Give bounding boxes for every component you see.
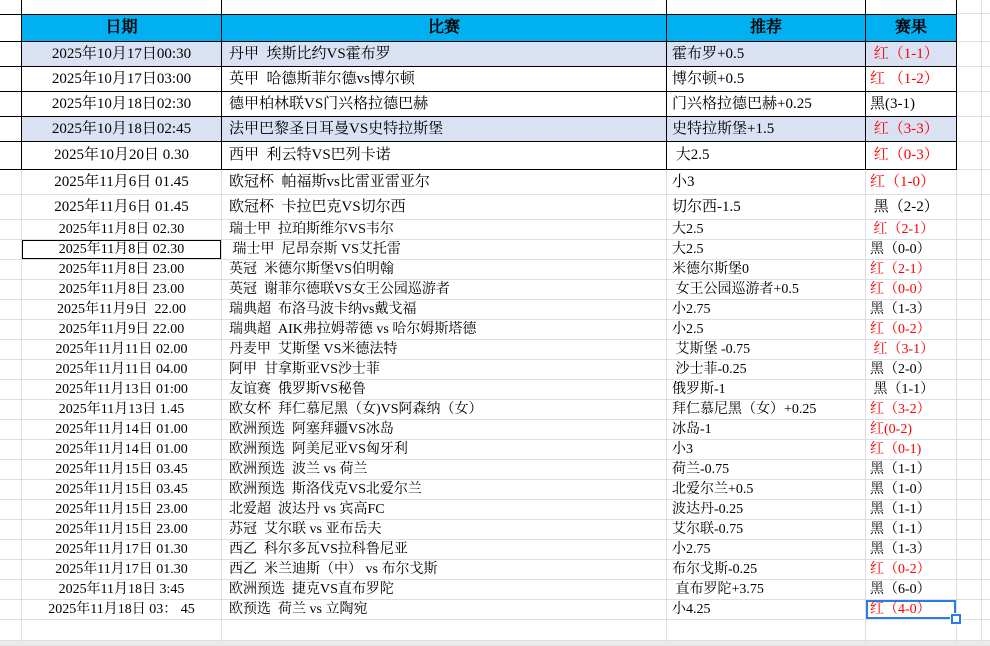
right-spacer-cell[interactable] [957,520,982,540]
result-cell[interactable]: 红（2-1） [866,260,957,280]
match-cell[interactable] [222,641,667,646]
column-header-result[interactable]: 赛果 [866,14,957,42]
result-cell[interactable]: 黑（6-0） [866,580,957,600]
result-cell[interactable]: 黑（2-0） [866,360,957,380]
recommend-cell[interactable]: 米德尔斯堡0 [667,260,866,280]
row-left-spacer-cell[interactable] [0,300,22,320]
table-row [0,480,990,500]
edge-spacer-cell[interactable] [982,480,990,500]
result-cell[interactable]: 黑(3-1) [866,92,957,117]
edge-spacer-cell[interactable] [982,540,990,560]
result-cell[interactable]: 黑（1-3） [866,540,957,560]
table-row [0,580,990,600]
result-cell[interactable] [866,0,957,14]
date-cell[interactable]: 2025年11月6日 01.45 [22,195,222,220]
recommend-cell[interactable] [667,620,866,641]
recommend-cell[interactable]: 切尔西-1.5 [667,195,866,220]
recommend-cell[interactable]: 小3 [667,440,866,460]
date-cell[interactable]: 2025年11月14日 01.00 [22,420,222,440]
edge-spacer-cell[interactable] [982,340,990,360]
row-left-spacer-cell[interactable] [0,620,22,641]
edge-spacer-cell[interactable] [982,500,990,520]
match-cell[interactable]: 英冠 米德尔斯堡VS伯明翰 [222,260,667,280]
match-cell[interactable]: 瑞士甲 拉珀斯维尔VS韦尔 [222,220,667,240]
date-cell[interactable]: 2025年11月13日 01:00 [22,380,222,400]
table-row [0,300,990,320]
date-cell[interactable]: 2025年11月17日 01.30 [22,540,222,560]
row-left-spacer-cell[interactable] [0,440,22,460]
recommend-cell[interactable]: 俄罗斯-1 [667,380,866,400]
match-cell[interactable]: 欧女杯 拜仁慕尼黑（女)VS阿森纳（女） [222,400,667,420]
date-cell[interactable]: 2025年11月6日 01.45 [22,170,222,195]
result-cell[interactable]: 红（2-1） [866,220,957,240]
match-cell[interactable]: 欧洲预选 波兰 vs 荷兰 [222,460,667,480]
date-cell[interactable] [22,0,222,14]
recommend-cell[interactable]: 博尔顿+0.5 [667,67,866,92]
date-cell[interactable]: 2025年10月18日02:45 [22,117,222,142]
right-spacer-cell[interactable] [957,300,982,320]
table-row [0,220,990,240]
recommend-cell[interactable]: 小4.25 [667,600,866,620]
table-row [0,195,990,220]
match-cell[interactable]: 西乙 米兰迪斯（中） vs 布尔戈斯 [222,560,667,580]
result-cell[interactable] [866,641,957,646]
right-spacer-cell[interactable] [957,460,982,480]
recommend-cell[interactable]: 荷兰-0.75 [667,460,866,480]
edge-spacer-cell[interactable] [982,420,990,440]
result-cell[interactable]: 红（3-2） [866,400,957,420]
recommend-cell[interactable]: 艾斯堡 -0.75 [667,340,866,360]
right-spacer-cell[interactable] [957,320,982,340]
edge-spacer-cell[interactable] [982,14,990,42]
result-cell[interactable]: 红（0-2） [866,320,957,340]
row-left-spacer-cell[interactable] [0,480,22,500]
date-cell[interactable]: 2025年11月8日 23.00 [22,260,222,280]
right-spacer-cell[interactable] [957,540,982,560]
right-spacer-cell[interactable] [957,67,982,92]
right-spacer-cell[interactable] [957,440,982,460]
right-spacer-cell[interactable] [957,360,982,380]
header-left-spacer-cell[interactable] [0,14,22,42]
date-cell[interactable]: 2025年11月18日 3:45 [22,580,222,600]
edge-spacer-cell[interactable] [982,170,990,195]
recommend-cell[interactable]: 史特拉斯堡+1.5 [667,117,866,142]
edge-spacer-cell[interactable] [982,580,990,600]
result-cell[interactable]: 黑（0-0） [866,240,957,260]
match-cell[interactable]: 欧冠杯 帕福斯vs比雷亚雷亚尔 [222,170,667,195]
result-cell[interactable]: 黑（1-1） [866,380,957,400]
date-cell[interactable]: 2025年11月15日 03.45 [22,460,222,480]
result-cell[interactable]: 红（1-0） [866,170,957,195]
table-row [0,500,990,520]
date-cell[interactable]: 2025年11月15日 23.00 [22,500,222,520]
row-left-spacer-cell[interactable] [0,42,22,67]
edge-spacer-cell[interactable] [982,142,990,170]
match-cell[interactable] [222,0,667,14]
result-cell[interactable]: 红（1-1） [866,42,957,67]
date-cell[interactable]: 2025年11月8日 02.30 [22,240,222,260]
table-row [0,340,990,360]
recommend-cell[interactable]: 布尔戈斯-0.25 [667,560,866,580]
row-left-spacer-cell[interactable] [0,0,22,14]
row-left-spacer-cell[interactable] [0,460,22,480]
row-left-spacer-cell[interactable] [0,220,22,240]
row-left-spacer-cell[interactable] [0,420,22,440]
right-spacer-cell[interactable] [957,560,982,580]
table-row [0,420,990,440]
match-cell[interactable]: 欧洲预选 斯洛伐克VS北爱尔兰 [222,480,667,500]
recommend-cell[interactable]: 大2.5 [667,220,866,240]
recommend-cell[interactable]: 大2.5 [667,240,866,260]
right-spacer-cell[interactable] [957,195,982,220]
table-row [0,142,990,170]
date-cell[interactable]: 2025年10月20日 0.30 [22,142,222,170]
match-cell[interactable]: 苏冠 艾尔联 vs 亚布岳夫 [222,520,667,540]
right-spacer-cell[interactable] [957,220,982,240]
result-cell[interactable]: 黑（1-1） [866,460,957,480]
table-row [0,67,990,92]
result-cell[interactable]: 红（3-3） [866,117,957,142]
edge-spacer-cell[interactable] [982,360,990,380]
recommend-cell[interactable]: 波达丹-0.25 [667,500,866,520]
table-row [0,320,990,340]
header-row [0,14,990,42]
row-left-spacer-cell[interactable] [0,340,22,360]
edge-spacer-cell[interactable] [982,600,990,620]
result-cell[interactable]: 红（0-2） [866,560,957,580]
column-header-recommend[interactable]: 推荐 [667,14,866,42]
table-row [0,620,990,641]
date-cell[interactable]: 2025年11月17日 01.30 [22,560,222,580]
row-left-spacer-cell[interactable] [0,380,22,400]
date-cell[interactable]: 2025年11月9日 22.00 [22,320,222,340]
edge-spacer-cell[interactable] [982,380,990,400]
recommend-cell[interactable]: 沙士菲-0.25 [667,360,866,380]
right-spacer-cell[interactable] [957,92,982,117]
row-left-spacer-cell[interactable] [0,520,22,540]
right-spacer-cell[interactable] [957,500,982,520]
right-spacer-cell[interactable] [957,260,982,280]
recommend-cell[interactable]: 艾尔联-0.75 [667,520,866,540]
sheet-rows [0,42,990,646]
row-left-spacer-cell[interactable] [0,560,22,580]
result-cell[interactable]: 红（0-3） [866,142,957,170]
right-spacer-cell[interactable] [957,400,982,420]
recommend-cell[interactable]: 小2.75 [667,540,866,560]
row-left-spacer-cell[interactable] [0,92,22,117]
result-cell[interactable]: 红（4-0） [866,600,957,620]
table-row [0,380,990,400]
row-left-spacer-cell[interactable] [0,195,22,220]
recommend-cell[interactable]: 冰岛-1 [667,420,866,440]
right-spacer-cell[interactable] [957,280,982,300]
row-left-spacer-cell[interactable] [0,67,22,92]
match-cell[interactable]: 丹麦甲 艾斯堡 VS米德法特 [222,340,667,360]
selection-fill-handle[interactable] [951,614,961,624]
edge-spacer-cell[interactable] [982,195,990,220]
column-header-match[interactable]: 比赛 [222,14,667,42]
edge-spacer-cell[interactable] [982,641,990,646]
date-cell[interactable]: 2025年11月9日 22.00 [22,300,222,320]
right-spacer-cell[interactable] [957,117,982,142]
date-cell[interactable]: 2025年11月11日 02.00 [22,340,222,360]
row-left-spacer-cell[interactable] [0,240,22,260]
recommend-cell[interactable]: 女王公园巡游者+0.5 [667,280,866,300]
match-cell[interactable]: 阿甲 甘拿斯亚VS沙士菲 [222,360,667,380]
row-left-spacer-cell[interactable] [0,320,22,340]
column-header-date[interactable]: 日期 [22,14,222,42]
result-cell[interactable]: 红 （1-2） [866,67,957,92]
edge-spacer-cell[interactable] [982,220,990,240]
right-spacer-cell[interactable] [957,240,982,260]
partial-row-top [0,0,990,14]
row-left-spacer-cell[interactable] [0,280,22,300]
recommend-cell[interactable]: 霍布罗+0.5 [667,42,866,67]
date-cell[interactable]: 2025年10月17日03:00 [22,67,222,92]
edge-spacer-cell[interactable] [982,260,990,280]
table-row [0,400,990,420]
date-cell[interactable]: 2025年11月8日 23.00 [22,280,222,300]
edge-spacer-cell[interactable] [982,300,990,320]
edge-spacer-cell[interactable] [982,42,990,67]
date-cell[interactable]: 2025年10月18日02:30 [22,92,222,117]
match-cell[interactable]: 法甲巴黎圣日耳曼VS史特拉斯堡 [222,117,667,142]
table-row [0,92,990,117]
recommend-cell[interactable]: 小2.5 [667,320,866,340]
table-row [0,560,990,580]
result-cell[interactable]: 红（0-0） [866,280,957,300]
recommend-cell[interactable] [667,641,866,646]
recommend-cell[interactable]: 拜仁慕尼黑（女）+0.25 [667,400,866,420]
result-cell[interactable]: 红（0-1) [866,440,957,460]
edge-spacer-cell[interactable] [982,117,990,142]
edge-spacer-cell[interactable] [982,280,990,300]
right-spacer-cell[interactable] [957,340,982,360]
edge-spacer-cell[interactable] [982,440,990,460]
row-left-spacer-cell[interactable] [0,170,22,195]
date-cell[interactable]: 2025年10月17日00:30 [22,42,222,67]
recommend-cell[interactable]: 小3 [667,170,866,195]
table-row [0,280,990,300]
table-row [0,117,990,142]
result-cell[interactable]: 黑（1-3） [866,300,957,320]
right-spacer-cell[interactable] [957,420,982,440]
recommend-cell[interactable]: 大2.5 [667,142,866,170]
match-cell[interactable]: 欧洲预选 阿塞拜疆VS冰岛 [222,420,667,440]
match-cell[interactable]: 丹甲 埃斯比约VS霍布罗 [222,42,667,67]
row-left-spacer-cell[interactable] [0,600,22,620]
recommend-cell[interactable]: 门兴格拉德巴赫+0.25 [667,92,866,117]
date-cell[interactable]: 2025年11月8日 02.30 [22,220,222,240]
right-spacer-cell[interactable] [957,170,982,195]
row-left-spacer-cell[interactable] [0,117,22,142]
edge-spacer-cell[interactable] [982,520,990,540]
edge-spacer-cell[interactable] [982,320,990,340]
row-left-spacer-cell[interactable] [0,260,22,280]
table-row [0,641,990,646]
result-cell[interactable]: 黑（1-1） [866,520,957,540]
match-cell[interactable]: 欧洲预选 阿美尼亚VS匈牙利 [222,440,667,460]
recommend-cell[interactable]: 北爱尔兰+0.5 [667,480,866,500]
right-spacer-cell[interactable] [957,42,982,67]
table-row [0,520,990,540]
recommend-cell[interactable]: 直布罗陀+3.75 [667,580,866,600]
edge-spacer-cell[interactable] [982,67,990,92]
date-cell[interactable]: 2025年11月15日 03.45 [22,480,222,500]
edge-spacer-cell[interactable] [982,92,990,117]
right-spacer-cell[interactable] [957,0,982,14]
match-cell[interactable]: 瑞典超 布洛马波卡纳vs戴戈福 [222,300,667,320]
match-cell[interactable]: 欧洲预选 捷克VS直布罗陀 [222,580,667,600]
edge-spacer-cell[interactable] [982,0,990,14]
recommend-cell[interactable] [667,0,866,14]
result-cell[interactable]: 红（3-1） [866,340,957,360]
table-row [0,42,990,67]
table-row [0,600,990,620]
match-cell[interactable]: 英冠 谢菲尔德联VS女王公园巡游者 [222,280,667,300]
right-spacer-cell[interactable] [957,641,982,646]
result-cell[interactable]: 红(0-2) [866,420,957,440]
date-cell[interactable] [22,620,222,641]
row-left-spacer-cell[interactable] [0,360,22,380]
right-spacer-cell[interactable] [957,580,982,600]
table-row [0,540,990,560]
date-cell[interactable] [22,641,222,646]
row-left-spacer-cell[interactable] [0,142,22,170]
row-left-spacer-cell[interactable] [0,580,22,600]
right-spacer-cell[interactable] [957,14,982,42]
edge-spacer-cell[interactable] [982,460,990,480]
row-left-spacer-cell[interactable] [0,641,22,646]
edge-spacer-cell[interactable] [982,400,990,420]
match-cell[interactable]: 德甲柏林联VS门兴格拉德巴赫 [222,92,667,117]
date-cell[interactable]: 2025年11月15日 23.00 [22,520,222,540]
right-spacer-cell[interactable] [957,142,982,170]
match-cell[interactable]: 欧预选 荷兰 vs 立陶宛 [222,600,667,620]
recommend-cell[interactable]: 小2.75 [667,300,866,320]
match-cell[interactable]: 瑞士甲 尼昂奈斯 VS艾托雷 [222,240,667,260]
table-row [0,260,990,280]
match-cell[interactable]: 瑞典超 AIK弗拉姆蒂德 vs 哈尔姆斯塔德 [222,320,667,340]
match-cell[interactable] [222,620,667,641]
edge-spacer-cell[interactable] [982,560,990,580]
match-cell[interactable]: 欧冠杯 卡拉巴克VS切尔西 [222,195,667,220]
row-left-spacer-cell[interactable] [0,400,22,420]
table-row [0,240,990,260]
right-spacer-cell[interactable] [957,480,982,500]
date-cell[interactable]: 2025年11月13日 1.45 [22,400,222,420]
table-row [0,360,990,380]
edge-spacer-cell[interactable] [982,620,990,641]
right-spacer-cell[interactable] [957,380,982,400]
date-cell[interactable]: 2025年11月14日 01.00 [22,440,222,460]
result-cell[interactable] [866,620,957,641]
result-cell[interactable]: 黑（1-1） [866,500,957,520]
table-row [0,440,990,460]
match-cell[interactable]: 西乙 科尔多瓦VS拉科鲁尼亚 [222,540,667,560]
date-cell[interactable]: 2025年11月11日 04.00 [22,360,222,380]
table-row [0,460,990,480]
match-cell[interactable]: 英甲 哈德斯菲尔德vs博尔顿 [222,67,667,92]
row-left-spacer-cell[interactable] [0,540,22,560]
match-cell[interactable]: 友谊赛 俄罗斯VS秘鲁 [222,380,667,400]
edge-spacer-cell[interactable] [982,240,990,260]
result-cell[interactable]: 黑（1-0） [866,480,957,500]
result-cell[interactable]: 黑（2-2） [866,195,957,220]
date-cell[interactable]: 2025年11月18日 03： 45 [22,600,222,620]
row-left-spacer-cell[interactable] [0,500,22,520]
match-cell[interactable]: 西甲 利云特VS巴列卡诺 [222,142,667,170]
table-row [0,170,990,195]
match-cell[interactable]: 北爱超 波达丹 vs 宾高FC [222,500,667,520]
